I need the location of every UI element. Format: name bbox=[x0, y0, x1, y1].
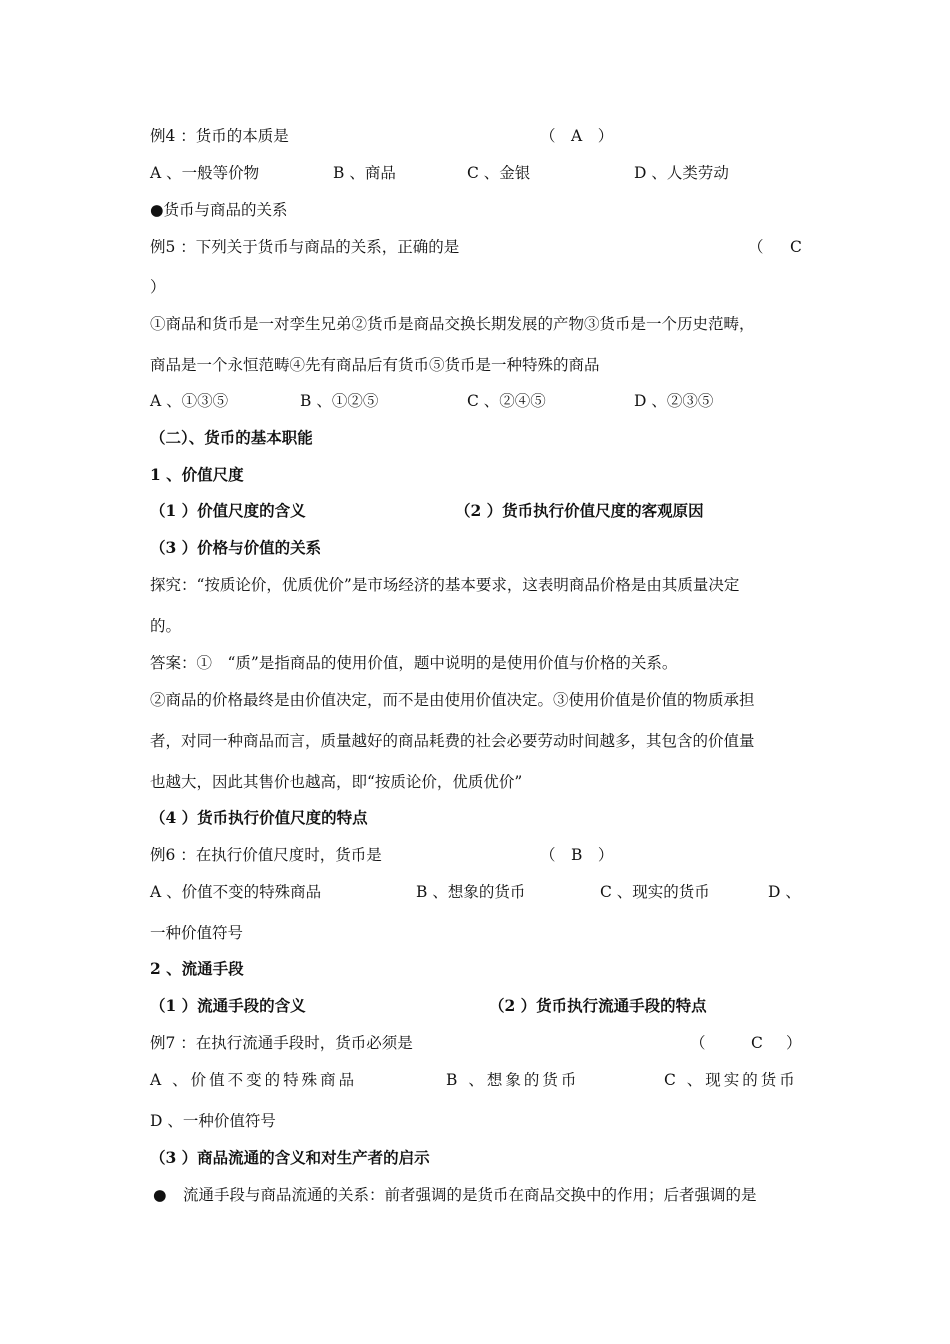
answer-line-2: ②商品的价格最终是由价值决定，而不是由使用价值决定。③使用价值是价值的物质承担 bbox=[150, 691, 755, 709]
item-1-4: （4 ）货币执行价值尺度的特点 bbox=[150, 808, 368, 827]
ex5-option-b: B 、①②⑤ bbox=[300, 392, 379, 410]
ex7-option-d: D 、一种价值符号 bbox=[150, 1112, 276, 1130]
item-2-3: （3 ）商品流通的含义和对生产者的启示 bbox=[150, 1148, 430, 1167]
ex4-option-c: C 、金银 bbox=[467, 164, 531, 182]
item-2-2: （2 ）货币执行流通手段的特点 bbox=[489, 996, 707, 1015]
subsection-medium-of-exchange: 2 、流通手段 bbox=[150, 959, 244, 978]
ex7-option-c: C 、现实的货币 bbox=[664, 1071, 798, 1089]
ex4-option-a: A 、一般等价物 bbox=[150, 164, 260, 182]
ex5-answer-value: C bbox=[790, 238, 802, 256]
ex4-answer: （ A ） bbox=[540, 127, 614, 145]
bullet-money-commodity: ●货币与商品的关系 bbox=[150, 201, 288, 219]
item-1-2: （2 ）货币执行价值尺度的客观原因 bbox=[455, 501, 704, 520]
ex6-answer: （ B ） bbox=[540, 846, 614, 864]
ex6-option-a: A 、价值不变的特殊商品 bbox=[150, 883, 322, 901]
ex5-option-a: A 、①③⑤ bbox=[150, 392, 229, 410]
ex7-option-b: B 、想象的货币 bbox=[446, 1071, 580, 1089]
ex5-question: 例5 ：下列关于货币与商品的关系，正确的是 bbox=[150, 238, 460, 256]
ex6-option-d: D 、 bbox=[768, 883, 801, 901]
ex5-option-c: C 、②④⑤ bbox=[467, 392, 546, 410]
ex6-option-b: B 、想象的货币 bbox=[416, 883, 526, 901]
medium-vs-circulation-text: 流通手段与商品流通的关系：前者强调的是货币在商品交换中的作用；后者强调的是 bbox=[183, 1186, 757, 1204]
answer-line-3: 者，对同一种商品而言，质量越好的商品耗费的社会必要劳动时间越多，其包含的价值量 bbox=[150, 732, 755, 750]
answer-line-4: 也越大，因此其售价也越高，即“按质论价，优质优价” bbox=[150, 773, 523, 791]
item-2-1: （1 ）流通手段的含义 bbox=[150, 996, 306, 1015]
ex7-answer-value: C bbox=[751, 1034, 763, 1052]
explore-line-1: 探究：“按质论价，优质优价”是市场经济的基本要求，这表明商品价格是由其质量决定 bbox=[150, 576, 740, 594]
ex7-question: 例7 ：在执行流通手段时，货币必须是 bbox=[150, 1034, 413, 1052]
item-1-3: （3 ）价格与价值的关系 bbox=[150, 538, 322, 557]
subsection-measure-of-value: 1 、价值尺度 bbox=[150, 465, 244, 484]
bullet-icon: ● bbox=[153, 1186, 167, 1204]
ex5-answer-close: ） bbox=[150, 278, 166, 296]
ex4-question: 例4 ：货币的本质是 bbox=[150, 127, 289, 145]
ex4-option-d: D 、人类劳动 bbox=[634, 164, 729, 182]
ex5-statement-2: 商品是一个永恒范畴④先有商品后有货币⑤货币是一种特殊的商品 bbox=[150, 356, 600, 374]
explore-line-2: 的。 bbox=[150, 617, 182, 635]
ex4-option-b: B 、商品 bbox=[333, 164, 396, 182]
ex6-option-c: C 、现实的货币 bbox=[600, 883, 710, 901]
ex7-answer-open: （ bbox=[690, 1034, 706, 1052]
section-heading: （二）、货币的基本职能 bbox=[150, 428, 313, 447]
ex7-option-a: A 、价值不变的特殊商品 bbox=[150, 1071, 358, 1089]
ex7-answer-close: ） bbox=[786, 1034, 802, 1052]
ex5-answer-open: （ bbox=[748, 238, 764, 256]
ex6-question: 例6 ：在执行价值尺度时，货币是 bbox=[150, 846, 382, 864]
item-1-1: （1 ）价值尺度的含义 bbox=[150, 501, 306, 520]
ex6-option-d-cont: 一种价值符号 bbox=[150, 924, 244, 942]
answer-line-1: 答案：① “质”是指商品的使用价值，题中说明的是使用价值与价格的关系。 bbox=[150, 654, 678, 672]
ex5-statement-1: ①商品和货币是一对孪生兄弟②货币是商品交换长期发展的产物③货币是一个历史范畴， bbox=[150, 315, 755, 333]
ex5-option-d: D 、②③⑤ bbox=[634, 392, 714, 410]
